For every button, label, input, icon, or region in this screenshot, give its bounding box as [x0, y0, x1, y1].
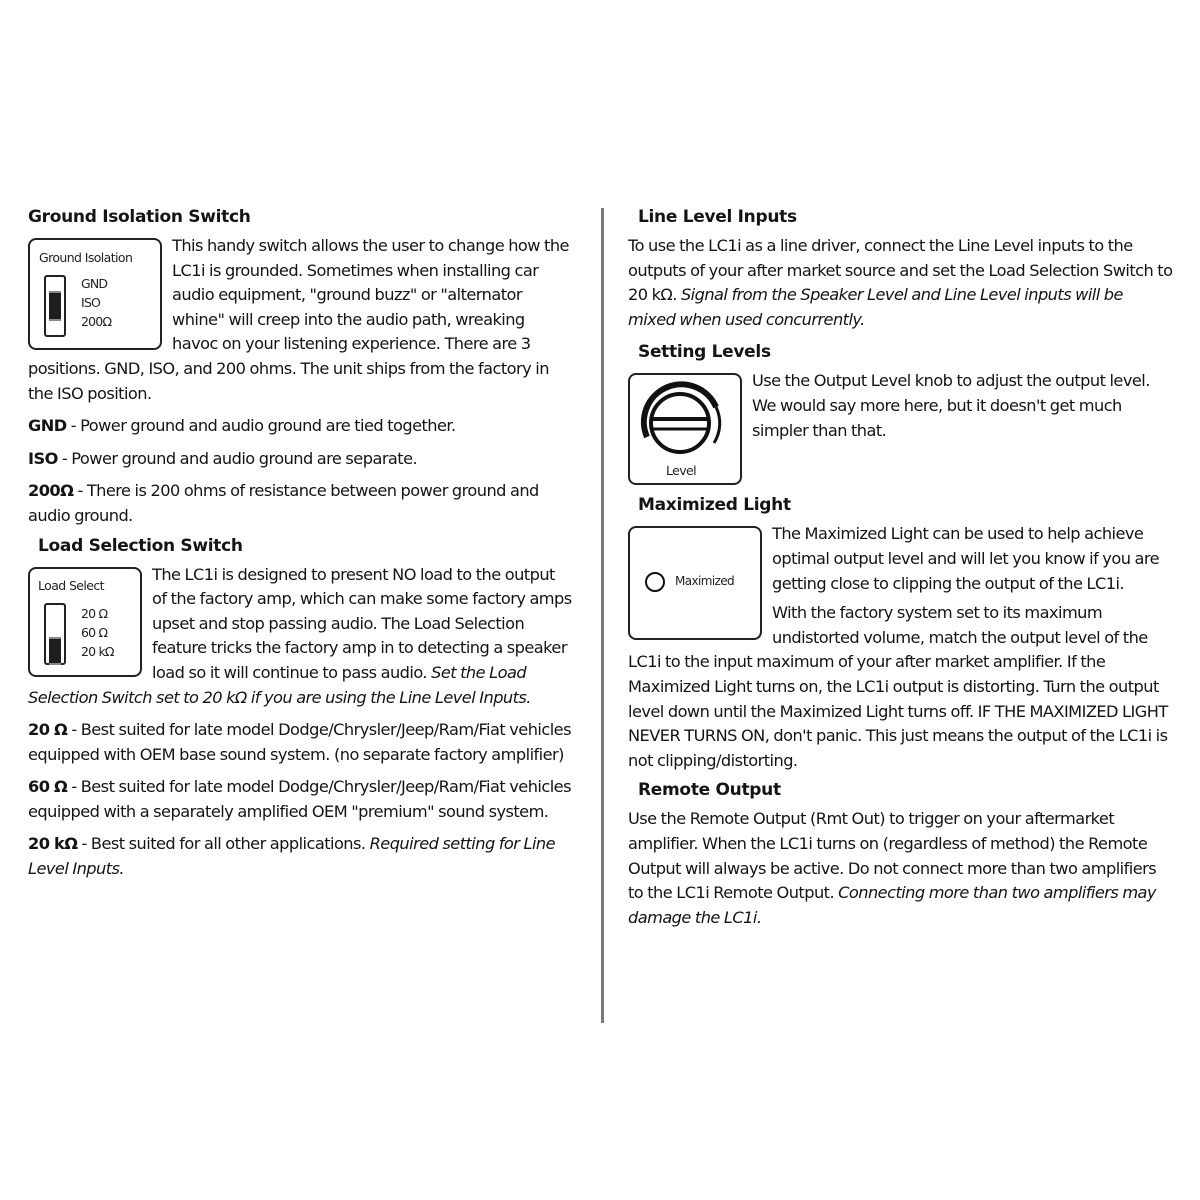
switch-knob-icon	[49, 291, 61, 321]
column-divider	[601, 208, 604, 1023]
maximized-light-label: Maximized	[675, 574, 735, 589]
position-iso: ISO	[81, 295, 101, 310]
maximized-light-heading: Maximized Light	[638, 495, 791, 516]
maximized-light-section	[628, 493, 1173, 773]
load-selection-intro-note: Set the Load Selection Switch set to 20 kΩ if you are using the Line Level Inputs.	[28, 662, 531, 707]
load-selection-heading: Load Selection Switch	[38, 535, 243, 556]
left-column	[28, 205, 573, 882]
maximized-light-text-2: With the factory system set to its maximum undistorted volume, match the output level of the LC1i to the input maximum of your after market amplifier. If the Maximized Light turns on, the LC1i output is distorting. Turn the output level down until the Maximized Light turns off. IF THE MAXIMIZED LIGHT NEVER TURNS ON, don't panic. This just means the output of the LC1i is not clipping/distorting.	[628, 603, 1168, 770]
20-kohm-note: Required setting for Line Level Inputs.	[28, 834, 556, 879]
switch-knob-icon	[49, 637, 61, 665]
20-ohm-definition	[28, 718, 573, 767]
remote-output-heading: Remote Output	[638, 780, 781, 801]
load-selection-section	[28, 534, 573, 882]
20-ohm-text: - Best suited for late model Dodge/Chrysler/Jeep/Ram/Fiat vehicles equipped with OEM base sound system. (no separate factory amplifier)	[28, 720, 571, 764]
load-select-slide-switch-icon	[44, 603, 66, 665]
remote-output-text	[628, 807, 1173, 930]
setting-levels-text: Use the Output Level knob to adjust the output level. We would say more here, but it doesn't get much simpler than that.	[752, 371, 1150, 440]
position-60-ohm: 60 Ω	[81, 624, 108, 640]
load-select-switch-figure	[28, 567, 142, 677]
level-knob-label: Level	[666, 463, 696, 479]
iso-definition	[28, 447, 573, 472]
200-ohm-term: 200Ω	[28, 481, 74, 501]
setting-levels-section	[628, 340, 1173, 485]
200-ohm-text: - There is 200 ohms of resistance between power ground and audio ground.	[28, 481, 539, 525]
ground-isolation-intro: This handy switch allows the user to change how the LC1i is grounded. Sometimes when installing car audio equipment, "ground buzz" or "alternator whine" will creep into the audio path, wreaking havoc on your listening experience. There are 3 positions. GND, ISO, and 200 ohms. The unit ships from the factory in the ISO position.	[28, 236, 569, 403]
60-ohm-definition	[28, 775, 573, 824]
load-selection-intro-text: The LC1i is designed to present NO load to the output of the factory amp, which can make some factory amps upset and stop passing audio. The Load Selection feature tricks the factory amp in to detecting a speaker load so it will continue to pass audio.	[152, 564, 572, 682]
line-level-inputs-text	[628, 234, 1173, 332]
gnd-text: - Power ground and audio ground are tied together.	[66, 416, 456, 436]
maximized-led-icon	[645, 572, 665, 592]
remote-output-section	[628, 778, 1173, 930]
position-20-ohm: 20 Ω	[81, 605, 108, 621]
gnd-definition	[28, 414, 573, 439]
ground-isolation-slide-switch-icon	[44, 275, 66, 337]
ground-isolation-section	[28, 205, 573, 529]
position-200-ohm: 200Ω	[81, 314, 112, 329]
iso-term: ISO	[28, 448, 58, 468]
iso-text: - Power ground and audio ground are separate.	[57, 448, 418, 468]
maximized-light-figure	[628, 526, 762, 640]
20-kohm-text: - Best suited for all other applications.	[77, 834, 370, 854]
right-column	[628, 205, 1173, 930]
level-knob-figure	[628, 373, 742, 485]
60-ohm-text: - Best suited for late model Dodge/Chrysler/Jeep/Ram/Fiat vehicles equipped with a separately amplified OEM "premium" sound system.	[28, 777, 571, 821]
ground-isolation-positions	[81, 274, 111, 331]
line-level-inputs-section	[628, 205, 1173, 332]
maximized-light-text-1: The Maximized Light can be used to help achieve optimal output level and will let you know if you are getting close to clipping the output of the LC1i.	[772, 524, 1160, 593]
line-level-inputs-note: Signal from the Speaker Level and Line Level inputs will be mixed when used concurrently.	[628, 285, 1123, 329]
load-select-figure-title: Load Select	[38, 577, 104, 593]
20-ohm-term: 20 Ω	[28, 720, 68, 740]
position-20-kohm: 20 kΩ	[81, 643, 114, 659]
gnd-term: GND	[28, 416, 67, 436]
load-select-positions	[81, 604, 114, 661]
60-ohm-term: 60 Ω	[28, 777, 68, 797]
line-level-inputs-body: To use the LC1i as a line driver, connect the Line Level inputs to the outputs of your after market source and set the Load Selection Switch to 20 kΩ.	[628, 236, 1173, 305]
line-level-inputs-heading: Line Level Inputs	[638, 207, 797, 227]
ground-isolation-switch-figure	[28, 238, 162, 350]
remote-output-warning: Connecting more than two amplifiers may damage the LC1i.	[628, 883, 1156, 927]
remote-output-body: Use the Remote Output (Rmt Out) to trigger on your aftermarket amplifier. When the LC1i turns on (regardless of method) the Remote Output will always be active. Do not connect more than two amplifiers to the LC1i Remote Output.	[628, 809, 1157, 903]
setting-levels-heading: Setting Levels	[638, 342, 771, 363]
position-gnd: GND	[81, 276, 108, 291]
20-kohm-definition	[28, 832, 573, 881]
20-kohm-term: 20 kΩ	[28, 834, 78, 854]
200-ohm-definition	[28, 479, 573, 528]
level-knob-icon	[630, 379, 740, 464]
ground-isolation-figure-title: Ground Isolation	[39, 250, 133, 265]
ground-isolation-heading: Ground Isolation Switch	[28, 207, 251, 227]
